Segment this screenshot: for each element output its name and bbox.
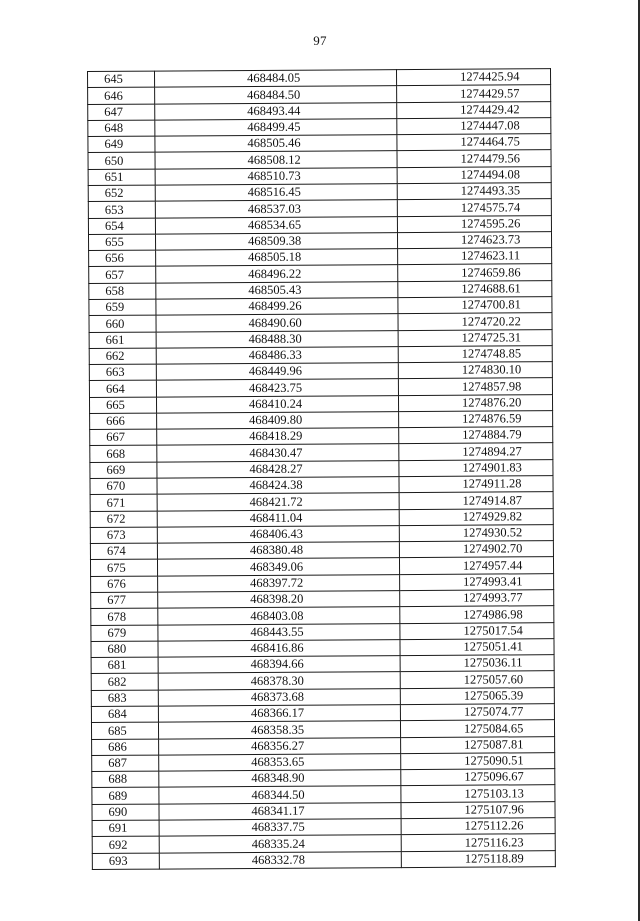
x-coordinate-cell: 468398.20: [158, 591, 400, 609]
point-number-cell: 686: [92, 739, 159, 756]
x-coordinate-cell: 468335.24: [159, 835, 401, 853]
x-coordinate-cell: 468484.05: [155, 70, 397, 88]
x-coordinate-cell: 468403.08: [158, 607, 400, 625]
y-coordinate-cell: 1275065.39: [400, 687, 554, 704]
x-coordinate-cell: 468337.75: [159, 819, 401, 837]
point-number-cell: 650: [88, 152, 155, 169]
point-number-cell: 656: [89, 250, 156, 267]
point-number-cell: 684: [91, 706, 158, 723]
y-coordinate-cell: 1274901.83: [399, 459, 553, 476]
point-number-cell: 651: [88, 169, 155, 186]
y-coordinate-cell: 1274857.98: [398, 378, 552, 395]
point-number-cell: 655: [88, 234, 155, 251]
x-coordinate-cell: 468509.38: [155, 232, 397, 250]
x-coordinate-cell: 468537.03: [155, 200, 397, 218]
y-coordinate-cell: 1274494.08: [397, 166, 551, 183]
point-number-cell: 678: [91, 608, 158, 625]
y-coordinate-cell: 1275116.23: [401, 834, 555, 851]
x-coordinate-cell: 468380.48: [157, 542, 399, 560]
y-coordinate-cell: 1274575.74: [397, 199, 551, 216]
point-number-cell: 680: [91, 641, 158, 658]
page-number: 97: [313, 33, 327, 48]
x-coordinate-cell: 468394.66: [158, 656, 400, 674]
y-coordinate-cell: 1274595.26: [397, 215, 551, 232]
x-coordinate-cell: 468493.44: [155, 102, 397, 120]
y-coordinate-cell: 1274720.22: [398, 313, 552, 330]
point-number-cell: 679: [91, 625, 158, 642]
x-coordinate-cell: 468411.04: [157, 509, 399, 527]
x-coordinate-cell: 468424.38: [157, 477, 399, 495]
y-coordinate-cell: 1274425.94: [396, 69, 550, 86]
point-number-cell: 648: [88, 120, 155, 137]
point-number-cell: 692: [92, 836, 159, 853]
point-number-cell: 683: [91, 690, 158, 707]
y-coordinate-cell: 1274894.27: [399, 443, 553, 460]
point-number-cell: 685: [91, 722, 158, 739]
y-coordinate-cell: 1274914.87: [399, 492, 553, 509]
point-number-cell: 671: [90, 494, 157, 511]
y-coordinate-cell: 1274986.98: [400, 606, 554, 623]
point-number-cell: 658: [89, 283, 156, 300]
point-number-cell: 673: [90, 527, 157, 544]
x-coordinate-cell: 468505.18: [156, 249, 398, 267]
y-coordinate-cell: 1275057.60: [400, 671, 554, 688]
point-number-cell: 657: [89, 266, 156, 283]
x-coordinate-cell: 468516.45: [155, 184, 397, 202]
y-coordinate-cell: 1274464.75: [397, 134, 551, 151]
point-number-cell: 661: [89, 332, 156, 349]
x-coordinate-cell: 468490.60: [156, 314, 398, 332]
point-number-cell: 690: [92, 804, 159, 821]
y-coordinate-cell: 1274957.44: [399, 557, 553, 574]
x-coordinate-cell: 468332.78: [159, 851, 401, 869]
x-coordinate-cell: 468510.73: [155, 167, 397, 185]
y-coordinate-cell: 1275087.81: [401, 736, 555, 753]
point-number-cell: 666: [90, 413, 157, 430]
y-coordinate-cell: 1274993.77: [400, 590, 554, 607]
x-coordinate-cell: 468428.27: [157, 460, 399, 478]
y-coordinate-cell: 1274884.79: [399, 427, 553, 444]
y-coordinate-cell: 1274830.10: [398, 362, 552, 379]
point-number-cell: 672: [90, 511, 157, 528]
point-number-cell: 677: [91, 592, 158, 609]
y-coordinate-cell: 1275017.54: [400, 622, 554, 639]
y-coordinate-cell: 1275051.41: [400, 639, 554, 656]
x-coordinate-cell: 468356.27: [159, 737, 401, 755]
x-coordinate-cell: 468344.50: [159, 786, 401, 804]
y-coordinate-cell: 1274929.82: [399, 508, 553, 525]
point-number-cell: 649: [88, 136, 155, 153]
x-coordinate-cell: 468341.17: [159, 802, 401, 820]
y-coordinate-cell: 1274876.59: [399, 411, 553, 428]
y-coordinate-cell: 1274429.42: [397, 101, 551, 118]
point-number-cell: 675: [90, 560, 157, 577]
x-coordinate-cell: 468358.35: [158, 721, 400, 739]
point-number-cell: 670: [90, 478, 157, 495]
point-number-cell: 681: [91, 657, 158, 674]
y-coordinate-cell: 1274493.35: [397, 183, 551, 200]
point-number-cell: 674: [90, 543, 157, 560]
point-number-cell: 665: [89, 397, 156, 414]
y-coordinate-cell: 1274429.57: [397, 85, 551, 102]
point-number-cell: 668: [90, 446, 157, 463]
x-coordinate-cell: 468409.80: [157, 412, 399, 430]
point-number-cell: 693: [92, 853, 159, 870]
y-coordinate-cell: 1274623.73: [397, 231, 551, 248]
x-coordinate-cell: 468499.26: [156, 298, 398, 316]
y-coordinate-cell: 1275090.51: [401, 752, 555, 769]
x-coordinate-cell: 468421.72: [157, 493, 399, 511]
y-coordinate-cell: 1275103.13: [401, 785, 555, 802]
x-coordinate-cell: 468499.45: [155, 118, 397, 136]
y-coordinate-cell: 1275112.26: [401, 818, 555, 835]
x-coordinate-cell: 468449.96: [156, 363, 398, 381]
x-coordinate-cell: 468486.33: [156, 346, 398, 364]
point-number-cell: 676: [91, 576, 158, 593]
x-coordinate-cell: 468488.30: [156, 330, 398, 348]
x-coordinate-cell: 468496.22: [156, 265, 398, 283]
y-coordinate-cell: 1275036.11: [400, 655, 554, 672]
x-coordinate-cell: 468505.43: [156, 281, 398, 299]
y-coordinate-cell: 1274748.85: [398, 345, 552, 362]
point-number-cell: 664: [89, 380, 156, 397]
y-coordinate-cell: 1275096.67: [401, 769, 555, 786]
y-coordinate-cell: 1274700.81: [398, 297, 552, 314]
y-coordinate-cell: 1274911.28: [399, 476, 553, 493]
x-coordinate-cell: 468353.65: [159, 753, 401, 771]
x-coordinate-cell: 468505.46: [155, 135, 397, 153]
point-number-cell: 663: [89, 364, 156, 381]
y-coordinate-cell: 1274659.86: [398, 264, 552, 281]
x-coordinate-cell: 468406.43: [157, 525, 399, 543]
x-coordinate-cell: 468443.55: [158, 623, 400, 641]
y-coordinate-cell: 1275107.96: [401, 801, 555, 818]
x-coordinate-cell: 468373.68: [158, 688, 400, 706]
y-coordinate-cell: 1274725.31: [398, 329, 552, 346]
point-number-cell: 662: [89, 348, 156, 365]
x-coordinate-cell: 468416.86: [158, 639, 400, 657]
x-coordinate-cell: 468418.29: [157, 428, 399, 446]
x-coordinate-cell: 468349.06: [157, 558, 399, 576]
point-number-cell: 645: [88, 71, 155, 88]
point-number-cell: 689: [92, 787, 159, 804]
point-number-cell: 688: [92, 771, 159, 788]
point-number-cell: 667: [90, 429, 157, 446]
y-coordinate-cell: 1274447.08: [397, 118, 551, 135]
point-number-cell: 646: [88, 87, 155, 104]
x-coordinate-cell: 468348.90: [159, 770, 401, 788]
x-coordinate-cell: 468484.50: [155, 86, 397, 104]
y-coordinate-cell: 1275074.77: [400, 704, 554, 721]
point-number-cell: 669: [90, 462, 157, 479]
y-coordinate-cell: 1274479.56: [397, 150, 551, 167]
y-coordinate-cell: 1274876.20: [398, 394, 552, 411]
point-number-cell: 682: [91, 673, 158, 690]
x-coordinate-cell: 468508.12: [155, 151, 397, 169]
x-coordinate-cell: 468366.17: [158, 705, 400, 723]
y-coordinate-cell: 1274930.52: [399, 525, 553, 542]
y-coordinate-cell: 1275118.89: [401, 850, 555, 867]
point-number-cell: 659: [89, 299, 156, 316]
x-coordinate-cell: 468534.65: [155, 216, 397, 234]
point-number-cell: 654: [88, 218, 155, 235]
x-coordinate-cell: 468397.72: [158, 574, 400, 592]
y-coordinate-cell: 1274902.70: [399, 541, 553, 558]
coordinate-table-body: [88, 69, 556, 870]
point-number-cell: 652: [88, 185, 155, 202]
table-row: [92, 850, 555, 869]
point-number-cell: 653: [88, 201, 155, 218]
y-coordinate-cell: 1274623.11: [398, 248, 552, 265]
y-coordinate-cell: 1274993.41: [400, 573, 554, 590]
point-number-cell: 687: [92, 755, 159, 772]
x-coordinate-cell: 468423.75: [156, 379, 398, 397]
point-number-cell: 647: [88, 104, 155, 121]
coordinate-table: [87, 68, 556, 870]
point-number-cell: 691: [92, 820, 159, 837]
x-coordinate-cell: 468410.24: [156, 395, 398, 413]
x-coordinate-cell: 468378.30: [158, 672, 400, 690]
point-number-cell: 660: [89, 315, 156, 332]
y-coordinate-cell: 1274688.61: [398, 280, 552, 297]
x-coordinate-cell: 468430.47: [157, 444, 399, 462]
y-coordinate-cell: 1275084.65: [400, 720, 554, 737]
